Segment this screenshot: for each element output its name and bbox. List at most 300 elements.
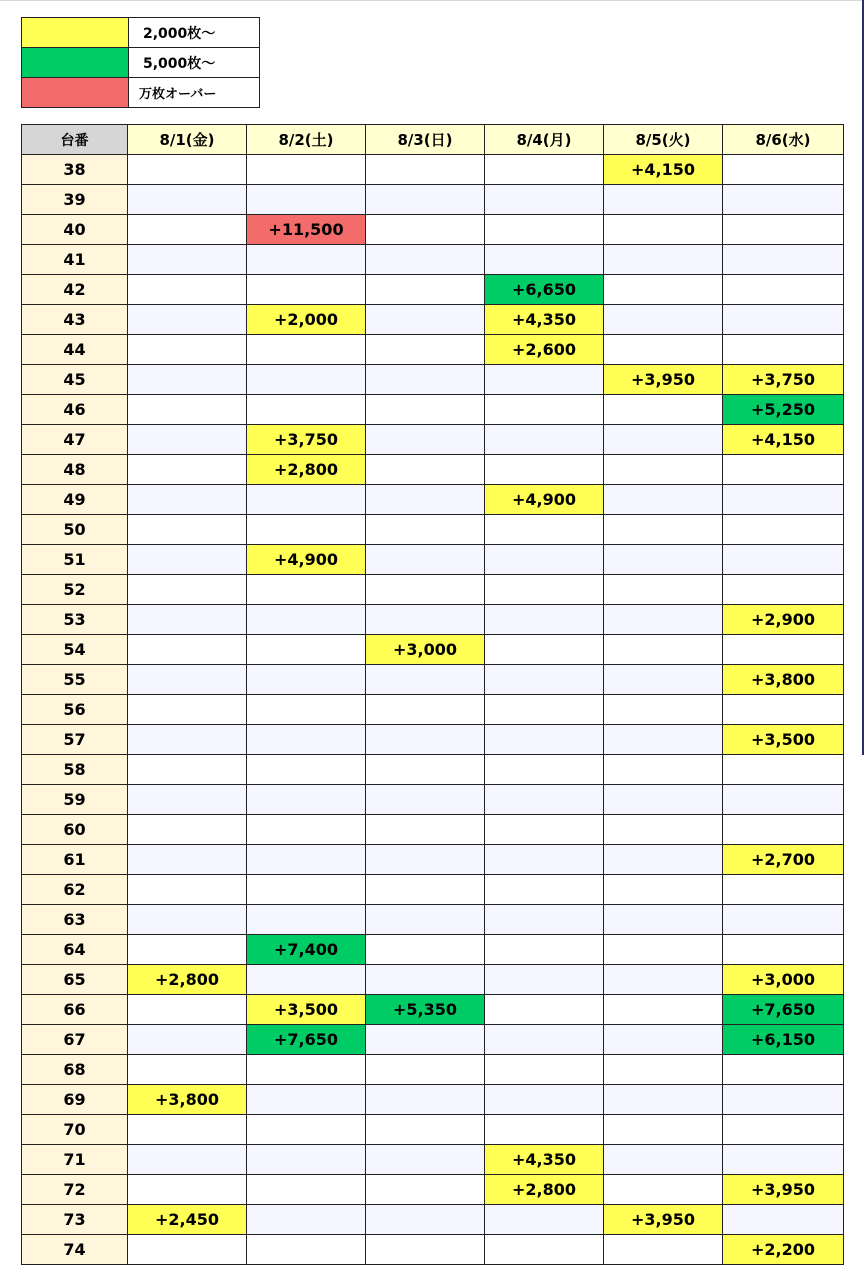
table-row	[22, 695, 844, 725]
result-cell: +3,950	[604, 1205, 723, 1235]
table-row	[22, 1145, 844, 1175]
result-cell	[366, 515, 485, 545]
result-cell: +2,200	[723, 1235, 844, 1265]
result-cell	[128, 1175, 247, 1205]
machine-number: 65	[22, 965, 128, 995]
machine-number: 62	[22, 875, 128, 905]
result-cell: +4,900	[247, 545, 366, 575]
result-cell	[723, 635, 844, 665]
table-row	[22, 755, 844, 785]
result-cell	[604, 1055, 723, 1085]
result-cell	[128, 605, 247, 635]
result-cell	[604, 965, 723, 995]
result-cell	[128, 305, 247, 335]
result-cell: +2,800	[485, 1175, 604, 1205]
legend-label: 2,000枚～	[129, 18, 260, 48]
result-cell	[604, 935, 723, 965]
result-cell	[604, 485, 723, 515]
machine-number: 48	[22, 455, 128, 485]
result-cell	[485, 395, 604, 425]
result-cell	[366, 725, 485, 755]
machine-number: 51	[22, 545, 128, 575]
table-row	[22, 635, 844, 665]
result-cell	[723, 755, 844, 785]
result-cell	[128, 1055, 247, 1085]
column-header: 8/6(水)	[723, 125, 844, 155]
result-cell	[128, 365, 247, 395]
result-cell	[723, 275, 844, 305]
result-cell	[723, 695, 844, 725]
result-cell	[604, 845, 723, 875]
result-cell	[723, 155, 844, 185]
machine-number: 45	[22, 365, 128, 395]
result-cell	[247, 335, 366, 365]
legend-label: 万枚オーバー	[129, 78, 260, 108]
result-cell	[366, 425, 485, 455]
machine-number: 55	[22, 665, 128, 695]
result-cell	[128, 665, 247, 695]
result-cell	[604, 545, 723, 575]
table-row	[22, 905, 844, 935]
result-cell	[604, 1145, 723, 1175]
result-cell	[485, 785, 604, 815]
table-row	[22, 605, 844, 635]
result-cell	[485, 425, 604, 455]
result-cell	[723, 935, 844, 965]
result-cell: +3,800	[723, 665, 844, 695]
table-row	[22, 575, 844, 605]
machine-number: 73	[22, 1205, 128, 1235]
table-row	[22, 485, 844, 515]
result-cell	[485, 245, 604, 275]
machine-number: 57	[22, 725, 128, 755]
result-cell: +4,350	[485, 305, 604, 335]
result-cell	[247, 1145, 366, 1175]
result-cell	[128, 785, 247, 815]
result-cell	[485, 545, 604, 575]
result-cell	[366, 1175, 485, 1205]
machine-number: 50	[22, 515, 128, 545]
result-cell	[128, 875, 247, 905]
result-cell	[723, 815, 844, 845]
result-cell	[604, 1235, 723, 1265]
result-cell	[366, 575, 485, 605]
result-cell	[128, 725, 247, 755]
machine-number: 41	[22, 245, 128, 275]
machine-number: 46	[22, 395, 128, 425]
machine-number: 49	[22, 485, 128, 515]
table-row	[22, 335, 844, 365]
result-cell	[604, 515, 723, 545]
table-row	[22, 725, 844, 755]
result-cell	[485, 665, 604, 695]
column-header: 8/2(土)	[247, 125, 366, 155]
result-cell	[485, 845, 604, 875]
result-cell	[247, 275, 366, 305]
table-row	[22, 185, 844, 215]
machine-number: 69	[22, 1085, 128, 1115]
table-row	[22, 1085, 844, 1115]
result-cell	[485, 995, 604, 1025]
result-cell	[366, 1085, 485, 1115]
result-cell	[723, 785, 844, 815]
result-cell	[128, 245, 247, 275]
result-cell	[366, 365, 485, 395]
result-cell	[485, 365, 604, 395]
result-cell: +4,900	[485, 485, 604, 515]
result-cell	[128, 485, 247, 515]
result-cell	[604, 725, 723, 755]
result-cell	[247, 635, 366, 665]
result-cell: +3,000	[723, 965, 844, 995]
table-row	[22, 305, 844, 335]
result-cell	[485, 935, 604, 965]
result-cell	[247, 515, 366, 545]
result-cell	[247, 365, 366, 395]
result-cell	[366, 1145, 485, 1175]
result-cell	[366, 845, 485, 875]
result-cell	[723, 1205, 844, 1235]
result-cell	[128, 755, 247, 785]
machine-number: 71	[22, 1145, 128, 1175]
result-cell	[485, 725, 604, 755]
result-cell	[723, 545, 844, 575]
result-cell	[366, 965, 485, 995]
result-cell	[604, 635, 723, 665]
result-cell: +3,950	[723, 1175, 844, 1205]
table-row	[22, 1115, 844, 1145]
result-cell: +3,500	[247, 995, 366, 1025]
table-row	[22, 215, 844, 245]
result-cell	[366, 1025, 485, 1055]
result-cell	[247, 155, 366, 185]
result-cell	[366, 215, 485, 245]
result-cell	[604, 995, 723, 1025]
machine-number: 58	[22, 755, 128, 785]
result-cell	[485, 515, 604, 545]
result-cell	[366, 485, 485, 515]
result-cell	[128, 845, 247, 875]
result-cell	[485, 155, 604, 185]
result-cell	[247, 665, 366, 695]
result-cell	[485, 695, 604, 725]
result-cell	[366, 275, 485, 305]
result-cell: +7,400	[247, 935, 366, 965]
result-cell	[485, 215, 604, 245]
result-cell	[604, 1025, 723, 1055]
result-cell	[247, 245, 366, 275]
result-cell	[128, 815, 247, 845]
result-cell	[604, 905, 723, 935]
result-cell	[247, 575, 366, 605]
result-cell	[604, 1085, 723, 1115]
result-cell	[723, 455, 844, 485]
result-cell: +4,150	[723, 425, 844, 455]
machine-number: 59	[22, 785, 128, 815]
result-cell	[366, 785, 485, 815]
result-cell	[723, 905, 844, 935]
result-cell: +2,000	[247, 305, 366, 335]
table-row	[22, 1055, 844, 1085]
result-cell	[366, 875, 485, 905]
result-cell	[485, 185, 604, 215]
machine-number: 54	[22, 635, 128, 665]
legend-label: 5,000枚～	[129, 48, 260, 78]
result-cell	[604, 185, 723, 215]
column-header: 8/1(金)	[128, 125, 247, 155]
result-cell	[485, 605, 604, 635]
result-cell	[485, 1025, 604, 1055]
result-cell: +2,900	[723, 605, 844, 635]
machine-number: 56	[22, 695, 128, 725]
machine-number: 64	[22, 935, 128, 965]
result-cell	[604, 755, 723, 785]
result-cell	[485, 575, 604, 605]
machine-number: 39	[22, 185, 128, 215]
machine-number: 53	[22, 605, 128, 635]
result-cell	[128, 185, 247, 215]
corner-header: 台番	[22, 125, 128, 155]
table-row	[22, 935, 844, 965]
result-cell	[485, 1235, 604, 1265]
result-cell	[366, 155, 485, 185]
result-cell	[485, 875, 604, 905]
result-cell	[247, 845, 366, 875]
result-cell	[247, 875, 366, 905]
table-row	[22, 1025, 844, 1055]
result-cell	[366, 455, 485, 485]
result-cell: +2,800	[128, 965, 247, 995]
result-cell: +3,500	[723, 725, 844, 755]
result-cell	[604, 455, 723, 485]
result-cell: +2,600	[485, 335, 604, 365]
result-cell	[128, 515, 247, 545]
result-cell	[247, 1055, 366, 1085]
result-cell: +7,650	[247, 1025, 366, 1055]
result-cell	[485, 635, 604, 665]
result-cell	[604, 1115, 723, 1145]
machine-number: 40	[22, 215, 128, 245]
result-cell	[247, 755, 366, 785]
result-cell: +3,750	[723, 365, 844, 395]
table-row	[22, 1235, 844, 1265]
legend-row	[22, 18, 260, 48]
machine-number: 61	[22, 845, 128, 875]
header-row	[22, 125, 844, 155]
result-cell	[723, 245, 844, 275]
result-cell: +3,800	[128, 1085, 247, 1115]
table-row	[22, 875, 844, 905]
legend-swatch-red	[22, 78, 129, 108]
result-cell: +2,450	[128, 1205, 247, 1235]
result-cell	[128, 215, 247, 245]
result-cell	[128, 995, 247, 1025]
result-cell: +4,150	[604, 155, 723, 185]
result-cell	[604, 425, 723, 455]
result-cell: +6,150	[723, 1025, 844, 1055]
result-cell	[247, 725, 366, 755]
table-row	[22, 965, 844, 995]
result-cell	[366, 1235, 485, 1265]
result-cell	[604, 245, 723, 275]
result-cell	[604, 1175, 723, 1205]
column-header: 8/3(日)	[366, 125, 485, 155]
result-cell	[128, 275, 247, 305]
result-cell	[366, 545, 485, 575]
result-cell	[247, 1115, 366, 1145]
machine-number: 52	[22, 575, 128, 605]
result-cell	[128, 905, 247, 935]
result-cell	[604, 695, 723, 725]
results-table	[21, 124, 844, 1265]
result-cell	[366, 905, 485, 935]
machine-number: 43	[22, 305, 128, 335]
legend-swatch-green	[22, 48, 129, 78]
result-cell	[366, 815, 485, 845]
machine-number: 42	[22, 275, 128, 305]
table-row	[22, 995, 844, 1025]
result-cell: +2,800	[247, 455, 366, 485]
result-cell	[247, 965, 366, 995]
result-cell	[723, 1115, 844, 1145]
result-cell	[723, 575, 844, 605]
result-cell	[128, 455, 247, 485]
result-cell	[247, 185, 366, 215]
result-cell	[247, 1205, 366, 1235]
result-cell	[247, 785, 366, 815]
result-cell	[128, 155, 247, 185]
result-cell	[128, 1115, 247, 1145]
result-cell	[485, 905, 604, 935]
result-cell	[723, 305, 844, 335]
result-cell	[366, 305, 485, 335]
result-cell: +5,350	[366, 995, 485, 1025]
machine-number: 38	[22, 155, 128, 185]
result-cell	[366, 605, 485, 635]
result-cell: +3,950	[604, 365, 723, 395]
result-cell	[604, 785, 723, 815]
result-cell	[604, 395, 723, 425]
table-row	[22, 845, 844, 875]
result-cell	[723, 1055, 844, 1085]
result-cell	[247, 905, 366, 935]
table-body	[22, 155, 844, 1265]
table-row	[22, 245, 844, 275]
result-cell: +6,650	[485, 275, 604, 305]
result-cell	[366, 335, 485, 365]
result-cell	[247, 485, 366, 515]
result-cell	[604, 335, 723, 365]
result-cell	[366, 1205, 485, 1235]
table-row	[22, 1205, 844, 1235]
result-cell	[366, 245, 485, 275]
result-cell	[723, 485, 844, 515]
machine-number: 68	[22, 1055, 128, 1085]
machine-number: 63	[22, 905, 128, 935]
result-cell	[366, 665, 485, 695]
result-cell	[485, 755, 604, 785]
result-cell	[366, 935, 485, 965]
result-cell	[247, 395, 366, 425]
machine-number: 47	[22, 425, 128, 455]
result-cell: +11,500	[247, 215, 366, 245]
result-cell: +3,000	[366, 635, 485, 665]
result-cell	[723, 185, 844, 215]
result-cell: +4,350	[485, 1145, 604, 1175]
result-cell	[604, 875, 723, 905]
result-cell	[723, 335, 844, 365]
machine-number: 67	[22, 1025, 128, 1055]
legend-row	[22, 48, 260, 78]
result-cell	[247, 1085, 366, 1115]
table-row	[22, 395, 844, 425]
result-cell	[128, 335, 247, 365]
table-row	[22, 275, 844, 305]
table-row	[22, 665, 844, 695]
result-cell	[604, 815, 723, 845]
table-row	[22, 425, 844, 455]
table-row	[22, 365, 844, 395]
result-cell	[128, 635, 247, 665]
result-cell	[604, 215, 723, 245]
table-row	[22, 515, 844, 545]
machine-number: 72	[22, 1175, 128, 1205]
result-cell	[366, 695, 485, 725]
result-cell	[723, 1085, 844, 1115]
result-cell	[485, 455, 604, 485]
color-legend	[21, 17, 260, 108]
result-cell	[485, 1115, 604, 1145]
result-cell: +2,700	[723, 845, 844, 875]
result-cell	[128, 935, 247, 965]
result-cell	[366, 1055, 485, 1085]
result-cell	[128, 575, 247, 605]
result-cell	[128, 425, 247, 455]
result-cell	[485, 1055, 604, 1085]
machine-number: 60	[22, 815, 128, 845]
result-cell	[366, 755, 485, 785]
result-cell	[723, 1145, 844, 1175]
result-cell	[604, 605, 723, 635]
result-cell	[366, 185, 485, 215]
table-row	[22, 815, 844, 845]
result-cell	[128, 545, 247, 575]
result-cell	[485, 965, 604, 995]
result-cell	[366, 395, 485, 425]
result-cell	[247, 1235, 366, 1265]
result-cell	[604, 575, 723, 605]
result-cell	[485, 1205, 604, 1235]
result-cell	[485, 1085, 604, 1115]
legend-swatch-yellow	[22, 18, 129, 48]
result-cell: +7,650	[723, 995, 844, 1025]
result-cell	[723, 875, 844, 905]
result-cell	[128, 695, 247, 725]
result-cell	[128, 1145, 247, 1175]
table-row	[22, 1175, 844, 1205]
result-cell	[366, 1115, 485, 1145]
table-row	[22, 455, 844, 485]
result-cell	[247, 695, 366, 725]
table-row	[22, 545, 844, 575]
machine-number: 70	[22, 1115, 128, 1145]
result-cell	[128, 1025, 247, 1055]
table-row	[22, 155, 844, 185]
result-cell	[128, 395, 247, 425]
column-header: 8/5(火)	[604, 125, 723, 155]
machine-number: 44	[22, 335, 128, 365]
result-cell	[723, 215, 844, 245]
